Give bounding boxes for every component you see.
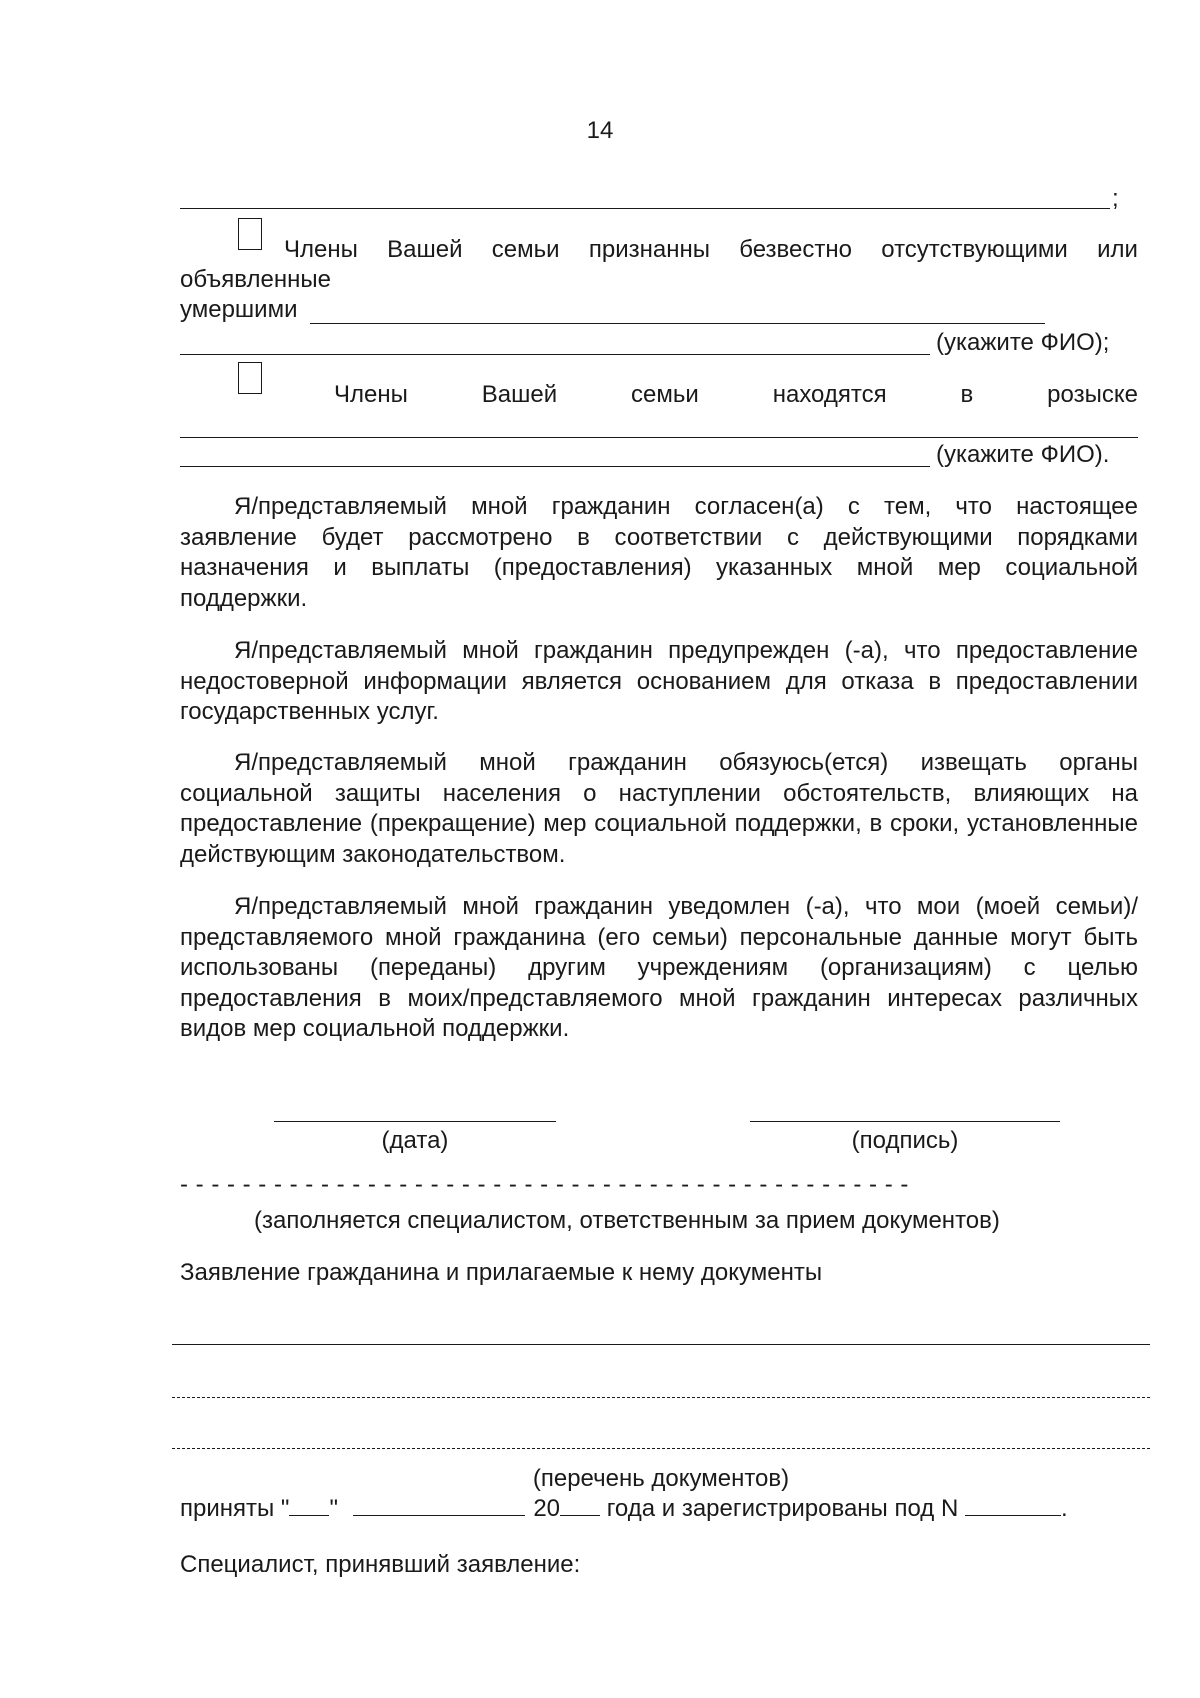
row-word: или <box>1097 236 1138 263</box>
personal-data-paragraph: Я/представляемый мной гражданин уведомлен (-а), что мои (моей семьи)/представляемого мной гражданина (его семьи) персональные данные могут быть использованы (переданы) другим учреждениям (организациям) с целью предоставления в моих/представляемого мной гражданин интересах различных видов мер социальной поддержки. <box>180 893 1138 1042</box>
documents-intro: Заявление гражданина и прилагаемые к нему документы <box>180 1259 823 1286</box>
row-word: розыске <box>1047 381 1138 408</box>
row-word: в <box>960 381 974 408</box>
row-word: Вашей <box>387 236 463 263</box>
missing-family-checkbox[interactable] <box>238 218 262 250</box>
obligation-paragraph: Я/представляемый мной гражданин обязуюсь(ется) извещать органы социальной защиты населения о наступлении обстоятельств, влияющих на предоставление (прекращение) мер социальной поддержки, в сроки, установленные действующим законодательством. <box>180 749 1138 868</box>
row-word: отсутствующими <box>881 236 1068 263</box>
search-family-fio-hint: (укажите ФИО). <box>936 441 1110 468</box>
accepted-year-field[interactable] <box>560 1495 600 1516</box>
search-family-row <box>334 380 1138 410</box>
row-word: безвестно <box>739 236 852 263</box>
date-field[interactable] <box>274 1121 556 1122</box>
accepted-line <box>180 1494 1068 1524</box>
specialist-label: Специалист, принявший заявление: <box>180 1551 581 1578</box>
accepted-day-field[interactable] <box>289 1495 329 1516</box>
missing-family-row3: умершими <box>180 296 298 323</box>
missing-family-name-field[interactable] <box>310 323 1045 324</box>
missing-family-name-field-2[interactable] <box>180 354 930 355</box>
row-word: Члены <box>284 236 358 263</box>
consent-paragraph: Я/представляемый мной гражданин согласен(а) с тем, что настоящее заявление будет рассмотрено в соответствии с действующими порядками назначения и выплаты (предоставления) указанных мной мер социальной поддержки. <box>180 493 1138 612</box>
row-word: признанны <box>588 236 710 263</box>
accepted-prefix: приняты " <box>180 1495 290 1522</box>
documents-list-line-3[interactable] <box>172 1448 1150 1449</box>
row-word: семьи <box>631 381 699 408</box>
accepted-year-prefix: 20 <box>533 1495 561 1522</box>
accepted-quote-close: " <box>329 1495 338 1522</box>
registration-number-field[interactable] <box>965 1495 1061 1516</box>
cut-separator: - - - - - - - - - - - - - - - - - - - - - - - - - - - - - - - - - - - - - - - - - - - - - - - <box>180 1171 909 1198</box>
page-number: 14 <box>586 117 614 144</box>
row-word: Члены <box>334 381 408 408</box>
search-family-checkbox[interactable] <box>238 362 262 394</box>
top-line-end: ; <box>1112 185 1119 212</box>
search-family-name-field[interactable] <box>180 437 1138 438</box>
documents-list-label: (перечень документов) <box>532 1465 790 1492</box>
accepted-month-field[interactable] <box>353 1495 525 1516</box>
top-fill-line <box>180 208 1110 209</box>
accepted-end: . <box>1060 1495 1068 1522</box>
row-word: Вашей <box>481 381 558 408</box>
accepted-suffix: года и зарегистрированы под N <box>606 1495 959 1522</box>
row-word: семьи <box>491 236 560 263</box>
signature-field[interactable] <box>750 1121 1060 1122</box>
missing-family-row2: объявленные <box>180 266 331 293</box>
date-label: (дата) <box>381 1127 449 1154</box>
row-word: находятся <box>772 381 887 408</box>
specialist-note: (заполняется специалистом, ответственным за прием документов) <box>254 1207 1000 1234</box>
documents-list-line-1[interactable] <box>172 1344 1150 1345</box>
missing-family-row1 <box>284 235 1138 265</box>
warning-paragraph: Я/представляемый мной гражданин предупрежден (-а), что предоставление недостоверной информации является основанием для отказа в предоставлении государственных услуг. <box>180 637 1138 725</box>
missing-family-fio-hint: (укажите ФИО); <box>936 329 1110 356</box>
search-family-name-field-2[interactable] <box>180 466 930 467</box>
signature-label: (подпись) <box>851 1127 959 1154</box>
documents-list-line-2[interactable] <box>172 1397 1150 1398</box>
